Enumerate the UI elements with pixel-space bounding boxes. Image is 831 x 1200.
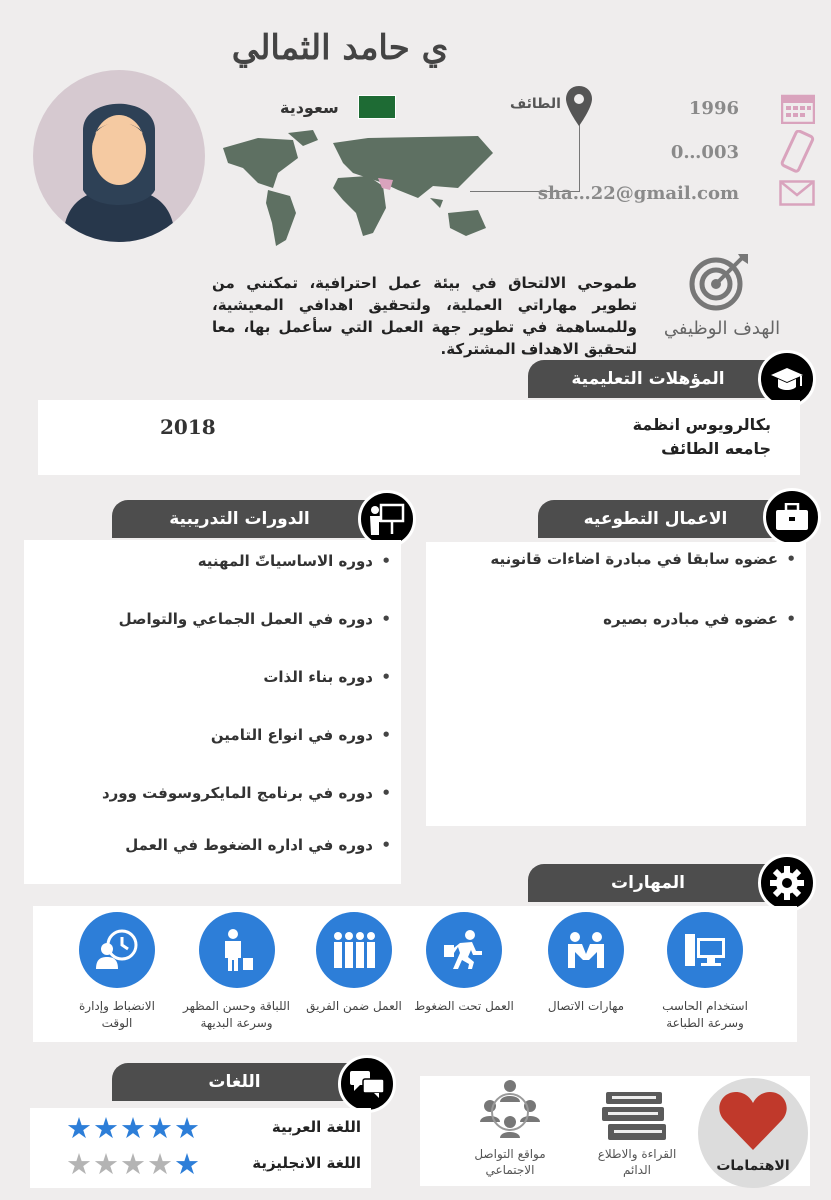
interest-label: القراءة والاطلاع الدائم — [597, 1147, 677, 1177]
skill-label: استخدام الحاسب وسرعة الطباعة — [662, 999, 748, 1030]
objective-label: الهدف الوظيفي — [663, 318, 781, 339]
graduation-year: 2018 — [160, 415, 216, 439]
handshake-people-icon — [548, 912, 624, 988]
education-details — [633, 413, 771, 461]
skill-label: اللباقة وحسن المظهر وسرعة البديهة — [182, 999, 290, 1030]
running-person-icon — [426, 912, 502, 988]
university: جامعه الطائف — [661, 439, 771, 458]
skill-label: العمل ضمن الفريق — [306, 999, 402, 1013]
courses-header: الدورات التدريبية — [112, 500, 367, 538]
star-filled-icon: ★ — [147, 1111, 173, 1145]
course-item: • دوره في العمل الجماعي والتواصل — [32, 610, 391, 668]
course-item: • دوره الاساسياتّ المهنيه — [32, 552, 391, 610]
course-item: • دوره في انواع التامين — [32, 726, 391, 784]
calendar-icon — [781, 92, 815, 128]
phone-number: 0…003 — [670, 142, 739, 163]
email-address: sha…22@gmail.com — [537, 183, 739, 204]
courses-panel — [24, 540, 401, 884]
skill-communication — [531, 912, 641, 1015]
clock-person-icon — [79, 912, 155, 988]
star-empty-icon: ★ — [93, 1147, 119, 1181]
skill-label: الانضباط وإدارة الوقت — [78, 999, 155, 1030]
volunteer-header: الاعمال التطوعيه — [538, 500, 773, 538]
birth-year: 1996 — [688, 98, 739, 119]
language-english: اللغة الانجليزية — [252, 1154, 361, 1172]
city: الطائف — [510, 96, 561, 112]
rating-english — [66, 1149, 201, 1179]
skill-computer — [650, 912, 760, 1032]
objective-text: طموحي الالتحاق في بيئة عمل احترافية، تمكنني من تطوير مهاراتي العملية، ولتحقيق اهدافي المعيشية، وللمساهمة في تطوير جهة العمل التي سأعمل بها، معا لتحقيق الاهداف المشتركة. — [212, 274, 637, 358]
interests-title: الاهتمامات — [716, 1158, 790, 1174]
briefcase-icon — [763, 488, 821, 546]
mobile-phone-icon — [779, 130, 815, 178]
saudi-flag-icon — [358, 95, 396, 119]
country: سعودية — [280, 98, 339, 117]
course-item: • دوره في اداره الضغوط في العمل — [32, 836, 391, 888]
education-header: المؤهلات التعليمية — [528, 360, 768, 398]
star-empty-icon: ★ — [147, 1147, 173, 1181]
star-filled-icon: ★ — [120, 1111, 146, 1145]
social-network-icon — [478, 1078, 542, 1144]
skill-label: مهارات الاتصال — [547, 999, 625, 1013]
volunteer-item: • عضوه في مبادره بصيره — [434, 610, 796, 670]
envelope-icon — [779, 180, 815, 210]
interests-circle — [698, 1078, 808, 1188]
speech-bubbles-icon — [338, 1055, 396, 1113]
star-filled-icon: ★ — [174, 1111, 200, 1145]
star-filled-icon: ★ — [93, 1111, 119, 1145]
skills-header: المهارات — [528, 864, 768, 902]
course-item: • دوره في برنامج المايكروسوفت وورد — [32, 784, 391, 836]
skill-teamwork — [299, 912, 409, 1015]
star-empty-icon: ★ — [120, 1147, 146, 1181]
target-icon — [688, 252, 750, 318]
volunteer-panel — [426, 542, 806, 826]
degree: بكالرويوس انظمة — [632, 415, 771, 434]
world-map — [218, 128, 503, 258]
star-filled-icon: ★ — [66, 1111, 92, 1145]
gear-icon — [758, 854, 816, 912]
map-connector-line — [470, 112, 580, 192]
skill-appearance — [174, 912, 299, 1032]
skill-time-management — [62, 912, 172, 1032]
team-people-icon — [316, 912, 392, 988]
heart-icon — [718, 1090, 788, 1152]
language-arabic: اللغة العربية — [271, 1118, 361, 1136]
volunteer-item: • عضوه سابقا في مبادرة اضاءات قانونيه — [434, 550, 796, 610]
avatar — [33, 70, 205, 242]
books-icon — [600, 1090, 670, 1146]
location-pin-icon — [566, 86, 592, 130]
candidate-name: ي حامد الثمالي — [231, 28, 449, 68]
skill-label: العمل تحت الضغوط — [414, 999, 514, 1013]
course-item: • دوره بناء الذات — [32, 668, 391, 726]
businessman-icon — [199, 912, 275, 988]
skill-pressure — [409, 912, 519, 1015]
rating-arabic — [66, 1113, 201, 1143]
languages-header: اللغات — [112, 1063, 357, 1101]
star-filled-icon: ★ — [174, 1147, 200, 1181]
star-empty-icon: ★ — [66, 1147, 92, 1181]
computer-icon — [667, 912, 743, 988]
interest-label: مواقع التواصل الاجتماعي — [474, 1147, 546, 1177]
